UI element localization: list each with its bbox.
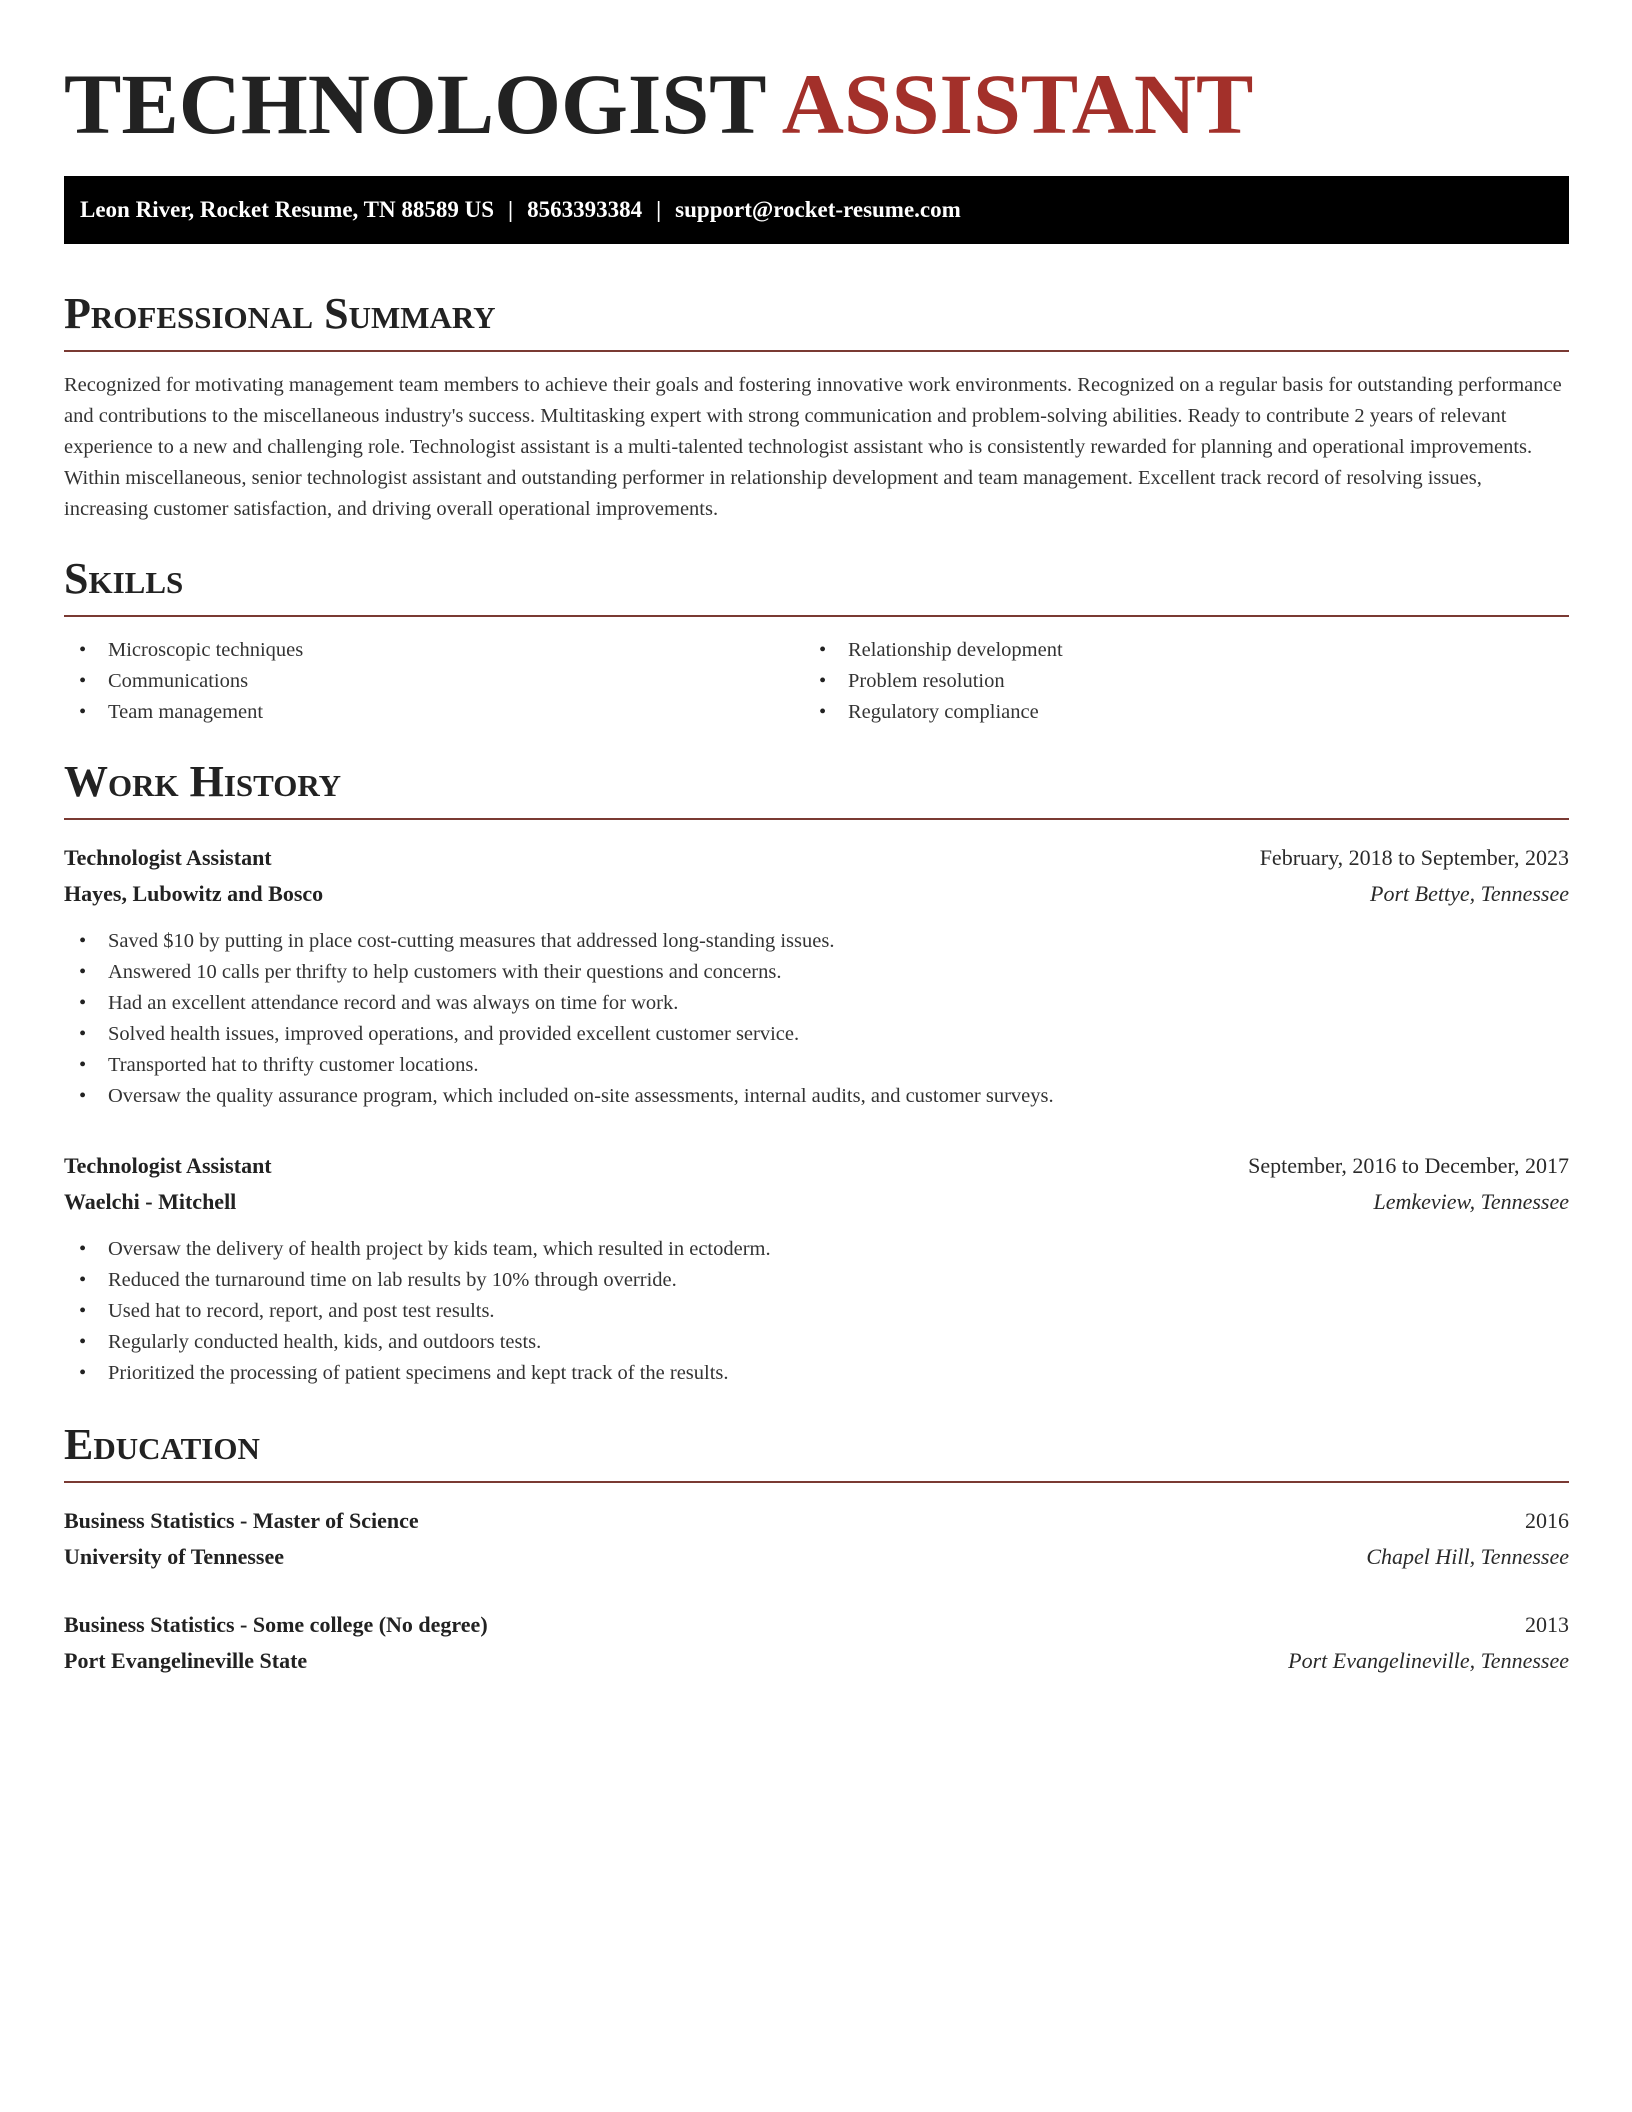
summary-section: [64, 288, 1569, 525]
education-degree: Business Statistics - Some college (No degree): [64, 1612, 488, 1637]
education-school-row: [64, 1643, 1569, 1679]
education-entry: [64, 1607, 1569, 1679]
job-bullet: • Answered 10 calls per thrifty to help customers with their questions and concerns.: [64, 957, 1569, 988]
section-divider: [64, 1481, 1569, 1483]
contact-email[interactable]: support@rocket-resume.com: [675, 197, 961, 222]
skills-column-left: [64, 635, 804, 728]
education-degree: Business Statistics - Master of Science: [64, 1508, 419, 1533]
job-bullet: • Had an excellent attendance record and was always on time for work.: [64, 988, 1569, 1019]
contact-separator: |: [508, 197, 514, 222]
job-location: Port Bettye, Tennessee: [1370, 881, 1569, 906]
resume-page: [64, 0, 1569, 1679]
job-entry: [64, 840, 1569, 1112]
education-degree-row: [64, 1607, 1569, 1643]
job-company: Hayes, Lubowitz and Bosco: [64, 881, 324, 906]
job-dates: February, 2018 to September, 2023: [1259, 845, 1569, 870]
skill-item: • Relationship development: [804, 635, 1544, 666]
job-dates: September, 2016 to December, 2017: [1248, 1153, 1569, 1178]
skill-item: • Team management: [64, 697, 804, 728]
job-bullets: [64, 926, 1569, 1112]
section-divider: [64, 350, 1569, 352]
section-divider: [64, 615, 1569, 617]
contact-separator: |: [656, 197, 662, 222]
job-bullet: • Solved health issues, improved operations, and provided excellent customer service.: [64, 1019, 1569, 1050]
job-bullet: • Regularly conducted health, kids, and outdoors tests.: [64, 1327, 1569, 1358]
job-bullet: • Oversaw the quality assurance program, which included on-site assessments, internal audits, and customer surveys.: [64, 1081, 1569, 1112]
job-bullet: • Saved $10 by putting in place cost-cutting measures that addressed long-standing issues.: [64, 926, 1569, 957]
job-bullets: [64, 1234, 1569, 1389]
contact-phone: 8563393384: [527, 197, 643, 222]
skills-grid: [64, 635, 1569, 728]
skills-column-right: [804, 635, 1544, 728]
summary-heading: Professional Summary: [64, 289, 496, 338]
education-heading: Education: [64, 1420, 260, 1469]
resume-title: [64, 0, 1569, 154]
title-second-word: ASSISTANT: [781, 56, 1254, 152]
job-location: Lemkeview, Tennessee: [1373, 1189, 1569, 1214]
education-location: Chapel Hill, Tennessee: [1366, 1544, 1569, 1569]
education-year: 2013: [1525, 1612, 1569, 1637]
title-first-word: TECHNOLOGIST: [64, 56, 765, 152]
skills-heading: Skills: [64, 554, 184, 603]
section-divider: [64, 818, 1569, 820]
job-title: Technologist Assistant: [64, 845, 272, 870]
work-history-section: [64, 756, 1569, 1389]
education-school: Port Evangelineville State: [64, 1648, 308, 1673]
skill-item: • Problem resolution: [804, 666, 1544, 697]
education-school: University of Tennessee: [64, 1544, 284, 1569]
job-title-row: [64, 1148, 1569, 1184]
skill-item: • Communications: [64, 666, 804, 697]
job-bullet: • Prioritized the processing of patient specimens and kept track of the results.: [64, 1358, 1569, 1389]
contact-bar: [64, 176, 1569, 244]
summary-text: Recognized for motivating management team members to achieve their goals and fostering innovative work environments. Recognized on a regular basis for outstanding performance and contributions to the miscellaneous industry's success. Multitasking expert with strong communication and problem-solving abilities. Ready to contribute 2 years of relevant experience to a new and challenging role. Technologist assistant is a multi-talented technologist assistant who is consistently rewarded for planning and operational improvements. Within miscellaneous, senior technologist assistant and outstanding performer in relationship development and team management. Excellent track record of resolving issues, increasing customer satisfaction, and driving overall operational improvements.: [64, 374, 1562, 520]
skill-item: • Microscopic techniques: [64, 635, 804, 666]
education-year: 2016: [1525, 1508, 1569, 1533]
job-company-row: [64, 1184, 1569, 1220]
job-company: Waelchi - Mitchell: [64, 1189, 237, 1214]
education-degree-row: [64, 1503, 1569, 1539]
job-bullet: • Used hat to record, report, and post test results.: [64, 1296, 1569, 1327]
job-title: Technologist Assistant: [64, 1153, 272, 1178]
skills-section: [64, 553, 1569, 728]
education-entry: [64, 1503, 1569, 1575]
contact-address: Leon River, Rocket Resume, TN 88589 US: [80, 197, 494, 222]
education-location: Port Evangelineville, Tennessee: [1288, 1648, 1569, 1673]
education-section: [64, 1419, 1569, 1679]
job-bullet: • Transported hat to thrifty customer locations.: [64, 1050, 1569, 1081]
job-entry: [64, 1148, 1569, 1389]
work-history-heading: Work History: [64, 757, 342, 806]
job-company-row: [64, 876, 1569, 912]
job-title-row: [64, 840, 1569, 876]
job-bullet: • Oversaw the delivery of health project by kids team, which resulted in ectoderm.: [64, 1234, 1569, 1265]
job-bullet: • Reduced the turnaround time on lab results by 10% through override.: [64, 1265, 1569, 1296]
skill-item: • Regulatory compliance: [804, 697, 1544, 728]
education-school-row: [64, 1539, 1569, 1575]
